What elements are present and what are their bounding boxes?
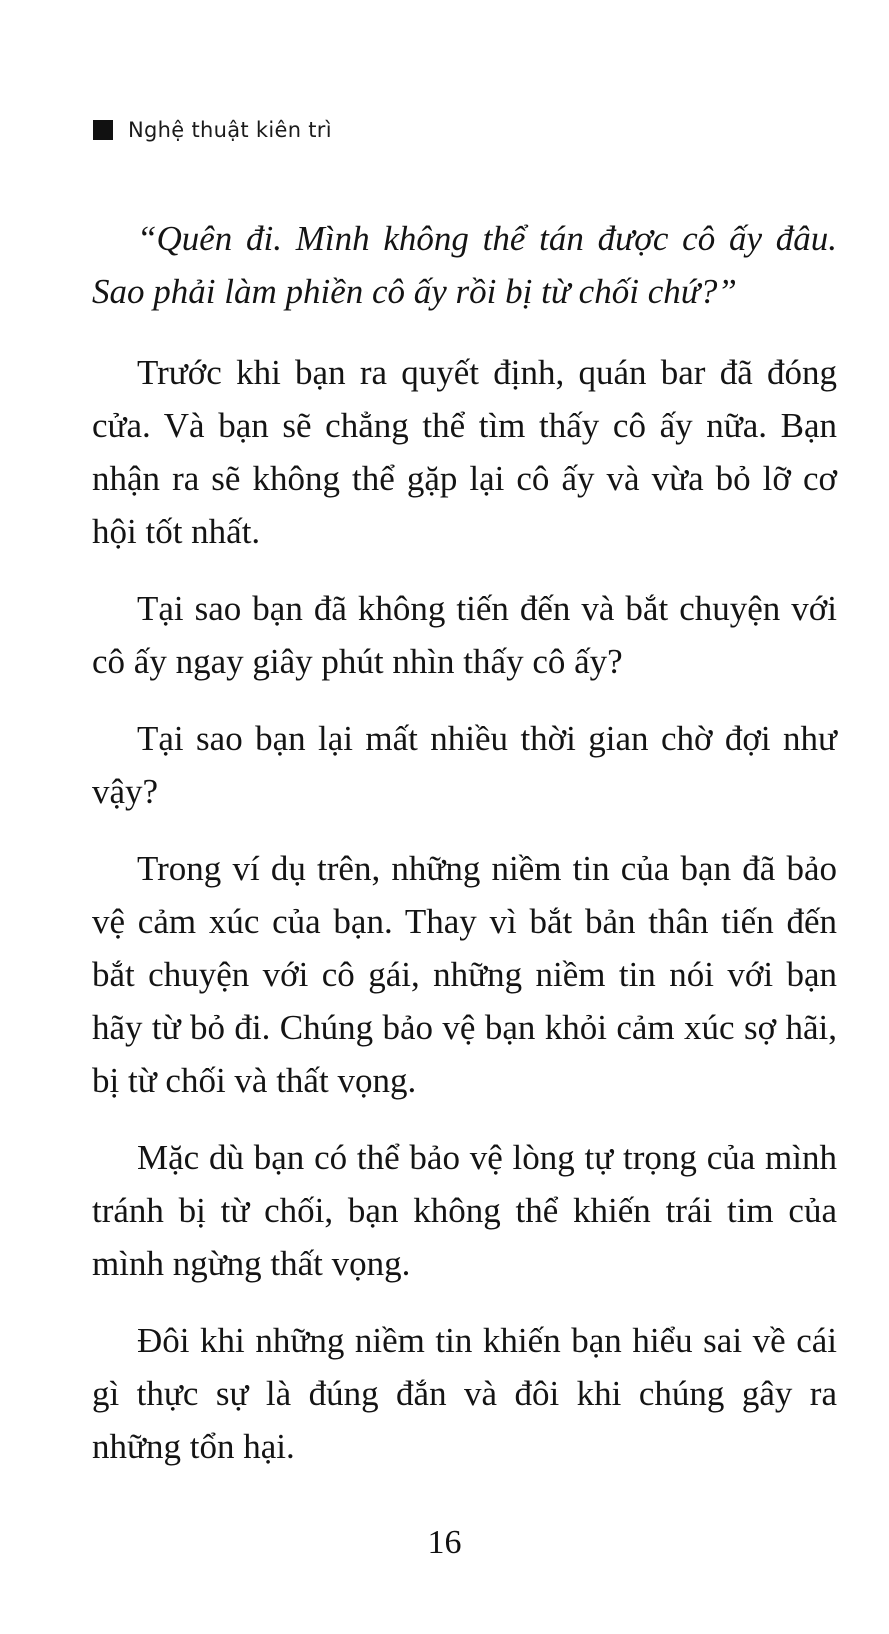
paragraph: Trước khi bạn ra quyết định, quán bar đã đóng cửa. Và bạn sẽ chẳng thể tìm thấy cô ấy nữa. Bạn nhận ra sẽ không thể gặp lại cô ấy và vừa bỏ lỡ cơ hội tốt nhất. bbox=[92, 353, 837, 551]
page-body bbox=[92, 212, 837, 1497]
book-title: Nghệ thuật kiên trì bbox=[128, 118, 332, 142]
paragraph: Trong ví dụ trên, những niềm tin của bạn đã bảo vệ cảm xúc của bạn. Thay vì bắt bản thân tiến đến bắt chuyện với cô gái, những niềm tin nói với bạn hãy từ bỏ đi. Chúng bảo vệ bạn khỏi cảm xúc sợ hãi, bị từ chối và thất vọng. bbox=[92, 849, 837, 1100]
square-bullet-icon bbox=[93, 120, 113, 140]
running-header bbox=[93, 118, 332, 142]
quote-paragraph: “Quên đi. Mình không thể tán được cô ấy đâu. Sao phải làm phiền cô ấy rồi bị từ chối chứ?” bbox=[92, 219, 837, 311]
paragraph: Đôi khi những niềm tin khiến bạn hiểu sai về cái gì thực sự là đúng đắn và đôi khi chúng gây ra những tổn hại. bbox=[92, 1321, 837, 1466]
paragraph: Mặc dù bạn có thể bảo vệ lòng tự trọng của mình tránh bị từ chối, bạn không thể khiến trái tim của mình ngừng thất vọng. bbox=[92, 1138, 837, 1283]
paragraph: Tại sao bạn đã không tiến đến và bắt chuyện với cô ấy ngay giây phút nhìn thấy cô ấy? bbox=[92, 589, 837, 681]
page-number: 16 bbox=[427, 1524, 462, 1561]
paragraph: Tại sao bạn lại mất nhiều thời gian chờ đợi như vậy? bbox=[92, 719, 837, 811]
